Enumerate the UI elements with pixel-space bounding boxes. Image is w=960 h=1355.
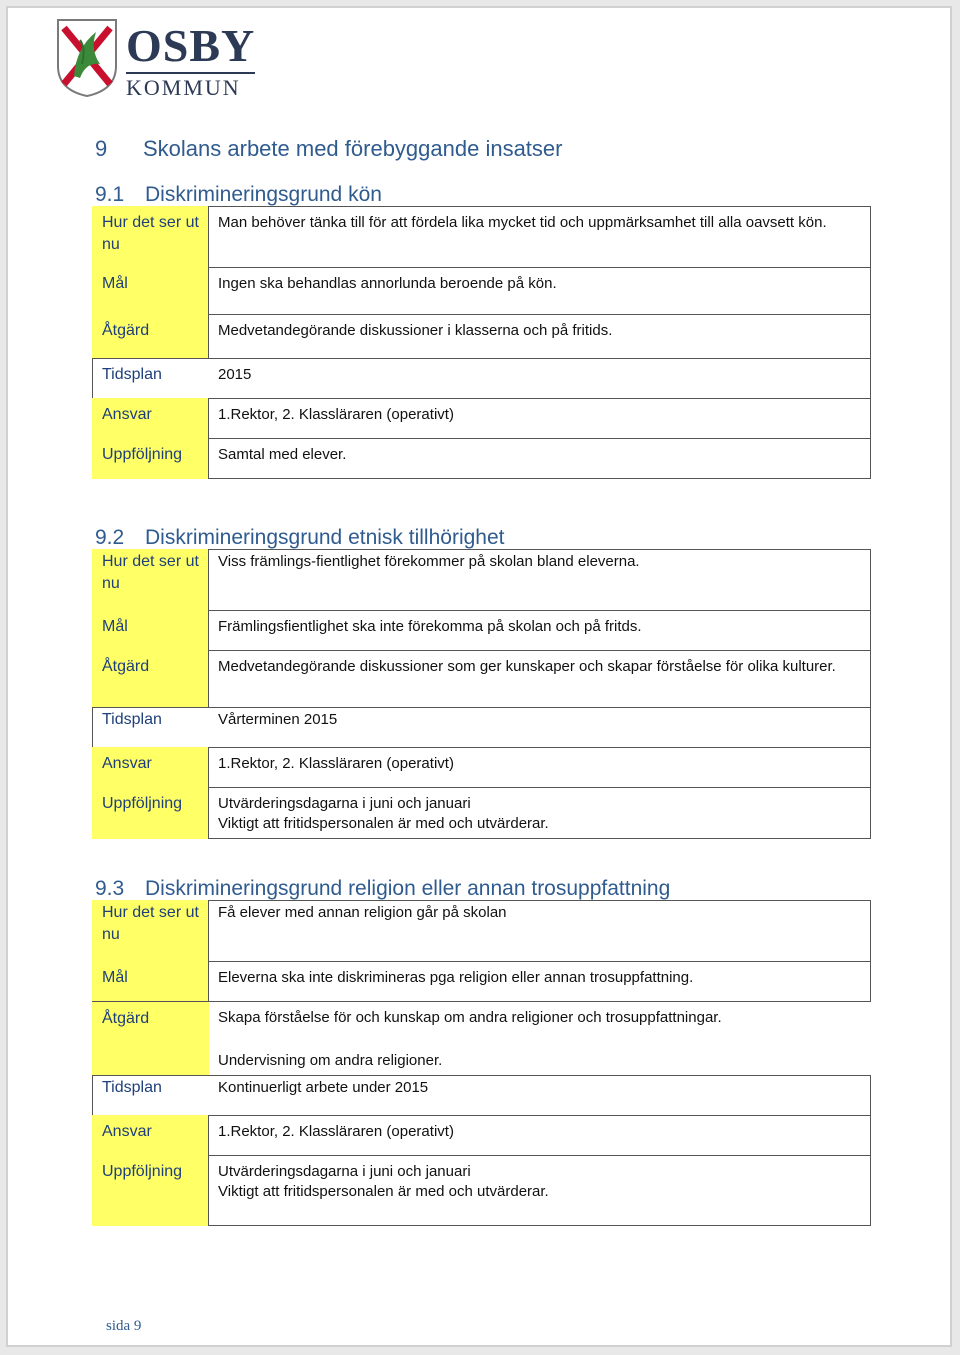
table-row [92, 206, 871, 268]
row-label: Mål [92, 961, 209, 1002]
section-heading-9-2 [95, 526, 504, 550]
row-value [209, 1156, 870, 1225]
section-title: Diskrimineringsgrund kön [145, 183, 382, 206]
logo-name: OSBY [126, 20, 256, 71]
row-value: 1.Rektor, 2. Klassläraren (operativt) [218, 1123, 454, 1140]
row-label: Uppföljning [92, 1155, 209, 1226]
row-value [209, 788, 870, 838]
table-row [92, 650, 871, 708]
table-row [92, 358, 871, 399]
table-row [92, 549, 871, 611]
table-row [92, 1075, 871, 1116]
section-number: 9.2 [95, 526, 125, 549]
row-label: Ansvar [92, 1115, 209, 1156]
action-line: Undervisning om andra religioner. [218, 1052, 443, 1069]
section-heading-9-3 [95, 877, 670, 901]
row-value: 1.Rektor, 2. Klassläraren (operativt) [218, 406, 454, 423]
row-value [209, 1002, 871, 1076]
row-value: Medvetandegörande diskussioner i klasserna och på fritids. [218, 322, 613, 339]
table-row [92, 398, 871, 439]
row-value: Man behöver tänka till för att fördela lika mycket tid och uppmärksamhet till alla oavsett kön. [218, 214, 827, 231]
table-row [92, 787, 871, 839]
row-label: Tidsplan [102, 366, 162, 383]
row-label: Åtgärd [92, 650, 209, 708]
row-value: 1.Rektor, 2. Klassläraren (operativt) [218, 755, 454, 772]
row-label: Uppföljning [92, 787, 209, 839]
row-value: Viss främlings-fientlighet förekommer på skolan bland eleverna. [218, 553, 640, 570]
table-row [92, 1155, 871, 1226]
row-value: Samtal med elever. [218, 446, 347, 463]
section-title: Diskrimineringsgrund etnisk tillhörighet [145, 526, 505, 549]
row-value: Kontinuerligt arbete under 2015 [218, 1079, 429, 1096]
action-line: Skapa förståelse för och kunskap om andra religioner och trosuppfattningar. [218, 1009, 722, 1026]
section-heading-9-1 [95, 183, 382, 207]
document-page [6, 6, 952, 1347]
row-label: Hur det ser ut nu [92, 549, 209, 611]
table-row [92, 961, 871, 1002]
table-row [92, 1115, 871, 1156]
row-label: Tidsplan [102, 1079, 162, 1096]
followup-line: Utvärderingsdagarna i juni och januari [218, 795, 471, 812]
table-row [92, 267, 871, 315]
coat-of-arms-icon [56, 18, 118, 98]
row-value: Främlingsfientlighet ska inte förekomma på skolan och på fritds. [218, 618, 642, 635]
row-value: Vårterminen 2015 [218, 711, 338, 728]
followup-line: Utvärderingsdagarna i juni och januari [218, 1163, 471, 1180]
table-row [92, 747, 871, 788]
row-label: Ansvar [92, 747, 209, 788]
logo-subtitle: KOMMUN [126, 72, 255, 100]
table-row [92, 707, 871, 748]
row-label: Åtgärd [92, 314, 209, 359]
row-label: Hur det ser ut nu [92, 206, 209, 268]
row-label: Åtgärd [92, 1002, 209, 1076]
table-row [92, 314, 871, 359]
row-label: Hur det ser ut nu [92, 900, 209, 962]
heading-text: Skolans arbete med förebyggande insatser [143, 136, 563, 161]
page-heading [95, 136, 562, 162]
row-value: Ingen ska behandlas annorlunda beroende på kön. [218, 275, 557, 292]
followup-line: Viktigt att fritidspersonalen är med och utvärderar. [218, 1183, 549, 1200]
row-label: Ansvar [92, 398, 209, 439]
table-row [92, 900, 871, 962]
section-title: Diskrimineringsgrund religion eller annan trosuppfattning [145, 877, 671, 900]
osby-kommun-logo [56, 16, 256, 102]
row-value: Få elever med annan religion går på skolan [218, 904, 507, 921]
section-number: 9.1 [95, 183, 125, 206]
row-value: Medvetandegörande diskussioner som ger kunskaper och skapar förståelse för olika kulturer. [218, 658, 836, 675]
row-label: Uppföljning [92, 438, 209, 479]
table-row [92, 610, 871, 651]
page-number: sida 9 [106, 1318, 142, 1334]
heading-number: 9 [95, 136, 108, 161]
table-row [92, 1001, 871, 1076]
row-value: 2015 [218, 366, 252, 383]
row-value: Eleverna ska inte diskrimineras pga religion eller annan trosuppfattning. [218, 969, 694, 986]
row-label: Mål [92, 610, 209, 651]
followup-line: Viktigt att fritidspersonalen är med och utvärderar. [218, 815, 549, 832]
table-row [92, 438, 871, 479]
row-label: Tidsplan [102, 711, 162, 728]
row-label: Mål [92, 267, 209, 315]
section-number: 9.3 [95, 877, 125, 900]
